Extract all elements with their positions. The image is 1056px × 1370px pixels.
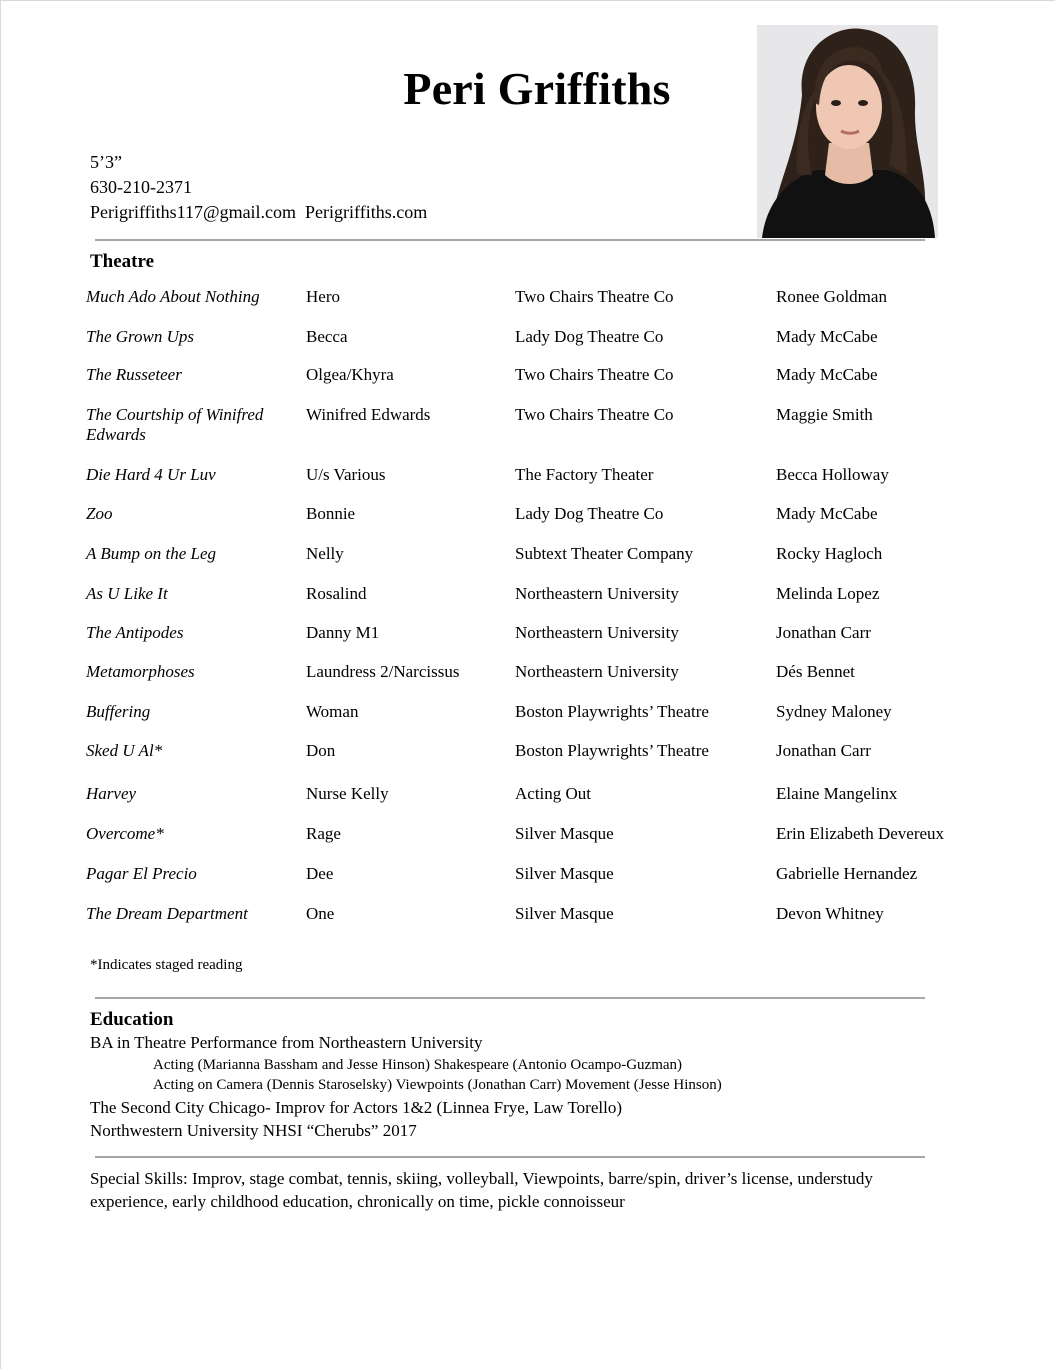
show-title: Sked U Al* [86, 741, 163, 760]
director: Devon Whitney [776, 904, 884, 923]
training-line: Acting on Camera (Dennis Staroselsky) Viewpoints (Jonathan Carr) Movement (Jesse Hinson) [153, 1077, 722, 1093]
show-title: The Courtship of Winifred Edwards [86, 405, 264, 444]
company: Boston Playwrights’ Theatre [515, 702, 709, 721]
role: Winifred Edwards [306, 405, 431, 424]
show-title: Pagar El Precio [86, 864, 197, 883]
role: Hero [306, 287, 340, 306]
director: Ronee Goldman [776, 287, 887, 306]
director: Jonathan Carr [776, 623, 871, 642]
director: Mady McCabe [776, 504, 878, 523]
divider [95, 997, 925, 999]
height: 5’3” [90, 152, 122, 172]
director: Erin Elizabeth Devereux [776, 824, 945, 843]
special-skills: Special Skills: Improv, stage combat, tennis, skiing, volleyball, Viewpoints, barre/spin, driver’s license, understudy experience, early childhood education, chronically on time, pickle connoisseur [90, 1169, 873, 1211]
company: Lady Dog Theatre Co [515, 327, 664, 346]
show-title: Harvey [86, 784, 137, 803]
staged-reading-note: *Indicates staged reading [90, 957, 243, 973]
company: Lady Dog Theatre Co [515, 504, 664, 523]
show-title: The Dream Department [86, 904, 248, 923]
training-line: Acting (Marianna Bassham and Jesse Hinson) Shakespeare (Antonio Ocampo-Guzman) [153, 1057, 683, 1073]
divider [95, 1156, 925, 1158]
director: Jonathan Carr [776, 741, 871, 760]
company: Silver Masque [515, 824, 614, 843]
role: Woman [306, 702, 359, 721]
phone-number: 630-210-2371 [90, 177, 192, 197]
contact-info [90, 150, 427, 225]
role: Dee [306, 864, 334, 883]
role: Nurse Kelly [306, 784, 389, 803]
director: Mady McCabe [776, 365, 878, 384]
company: Acting Out [515, 784, 592, 803]
show-title: Much Ado About Nothing [86, 287, 260, 306]
company: The Factory Theater [515, 465, 654, 484]
role: Rage [306, 824, 341, 843]
director: Melinda Lopez [776, 584, 880, 603]
degree: BA in Theatre Performance from Northeastern University [90, 1033, 483, 1052]
show-title: Overcome* [86, 824, 164, 843]
director: Mady McCabe [776, 327, 878, 346]
resume-name: Peri Griffiths [403, 63, 671, 114]
show-title: Metamorphoses [86, 662, 195, 681]
role: Olgea/Khyra [306, 365, 394, 384]
director: Sydney Maloney [776, 702, 892, 721]
company: Silver Masque [515, 904, 614, 923]
show-title: Buffering [86, 702, 151, 721]
role: Danny M1 [306, 623, 380, 642]
show-title: Zoo [86, 504, 113, 523]
role: One [306, 904, 335, 923]
northwestern-training: Northwestern University NHSI “Cherubs” 2017 [90, 1121, 417, 1140]
company: Boston Playwrights’ Theatre [515, 741, 709, 760]
role: U/s Various [306, 465, 386, 484]
theatre-heading: Theatre [90, 251, 155, 272]
director: Gabrielle Hernandez [776, 864, 918, 883]
company: Two Chairs Theatre Co [515, 365, 674, 384]
divider [95, 239, 925, 241]
show-title: The Russeteer [86, 365, 182, 384]
director: Becca Holloway [776, 465, 889, 484]
show-title: The Antipodes [86, 623, 184, 642]
show-title: The Grown Ups [86, 327, 194, 346]
role: Bonnie [306, 504, 356, 523]
headshot-photo [757, 25, 938, 238]
role: Don [306, 741, 336, 760]
company: Silver Masque [515, 864, 614, 883]
company: Two Chairs Theatre Co [515, 405, 674, 424]
show-title: A Bump on the Leg [86, 544, 217, 563]
company: Subtext Theater Company [515, 544, 694, 563]
email-and-website: Perigriffiths117@gmail.com Perigriffiths.com [90, 202, 428, 222]
company: Northeastern University [515, 662, 679, 681]
director: Maggie Smith [776, 405, 873, 424]
company: Northeastern University [515, 623, 679, 642]
director: Rocky Hagloch [776, 544, 883, 563]
role: Nelly [306, 544, 344, 563]
role: Becca [306, 327, 348, 346]
director: Elaine Mangelinx [776, 784, 898, 803]
company: Two Chairs Theatre Co [515, 287, 674, 306]
education-heading: Education [90, 1009, 174, 1030]
role: Rosalind [306, 584, 367, 603]
director: Dés Bennet [776, 662, 855, 681]
second-city-training: The Second City Chicago- Improv for Actors 1&2 (Linnea Frye, Law Torello) [90, 1098, 622, 1117]
role: Laundress 2/Narcissus [306, 662, 460, 681]
company: Northeastern University [515, 584, 679, 603]
show-title: Die Hard 4 Ur Luv [86, 465, 216, 484]
show-title: As U Like It [86, 584, 168, 603]
